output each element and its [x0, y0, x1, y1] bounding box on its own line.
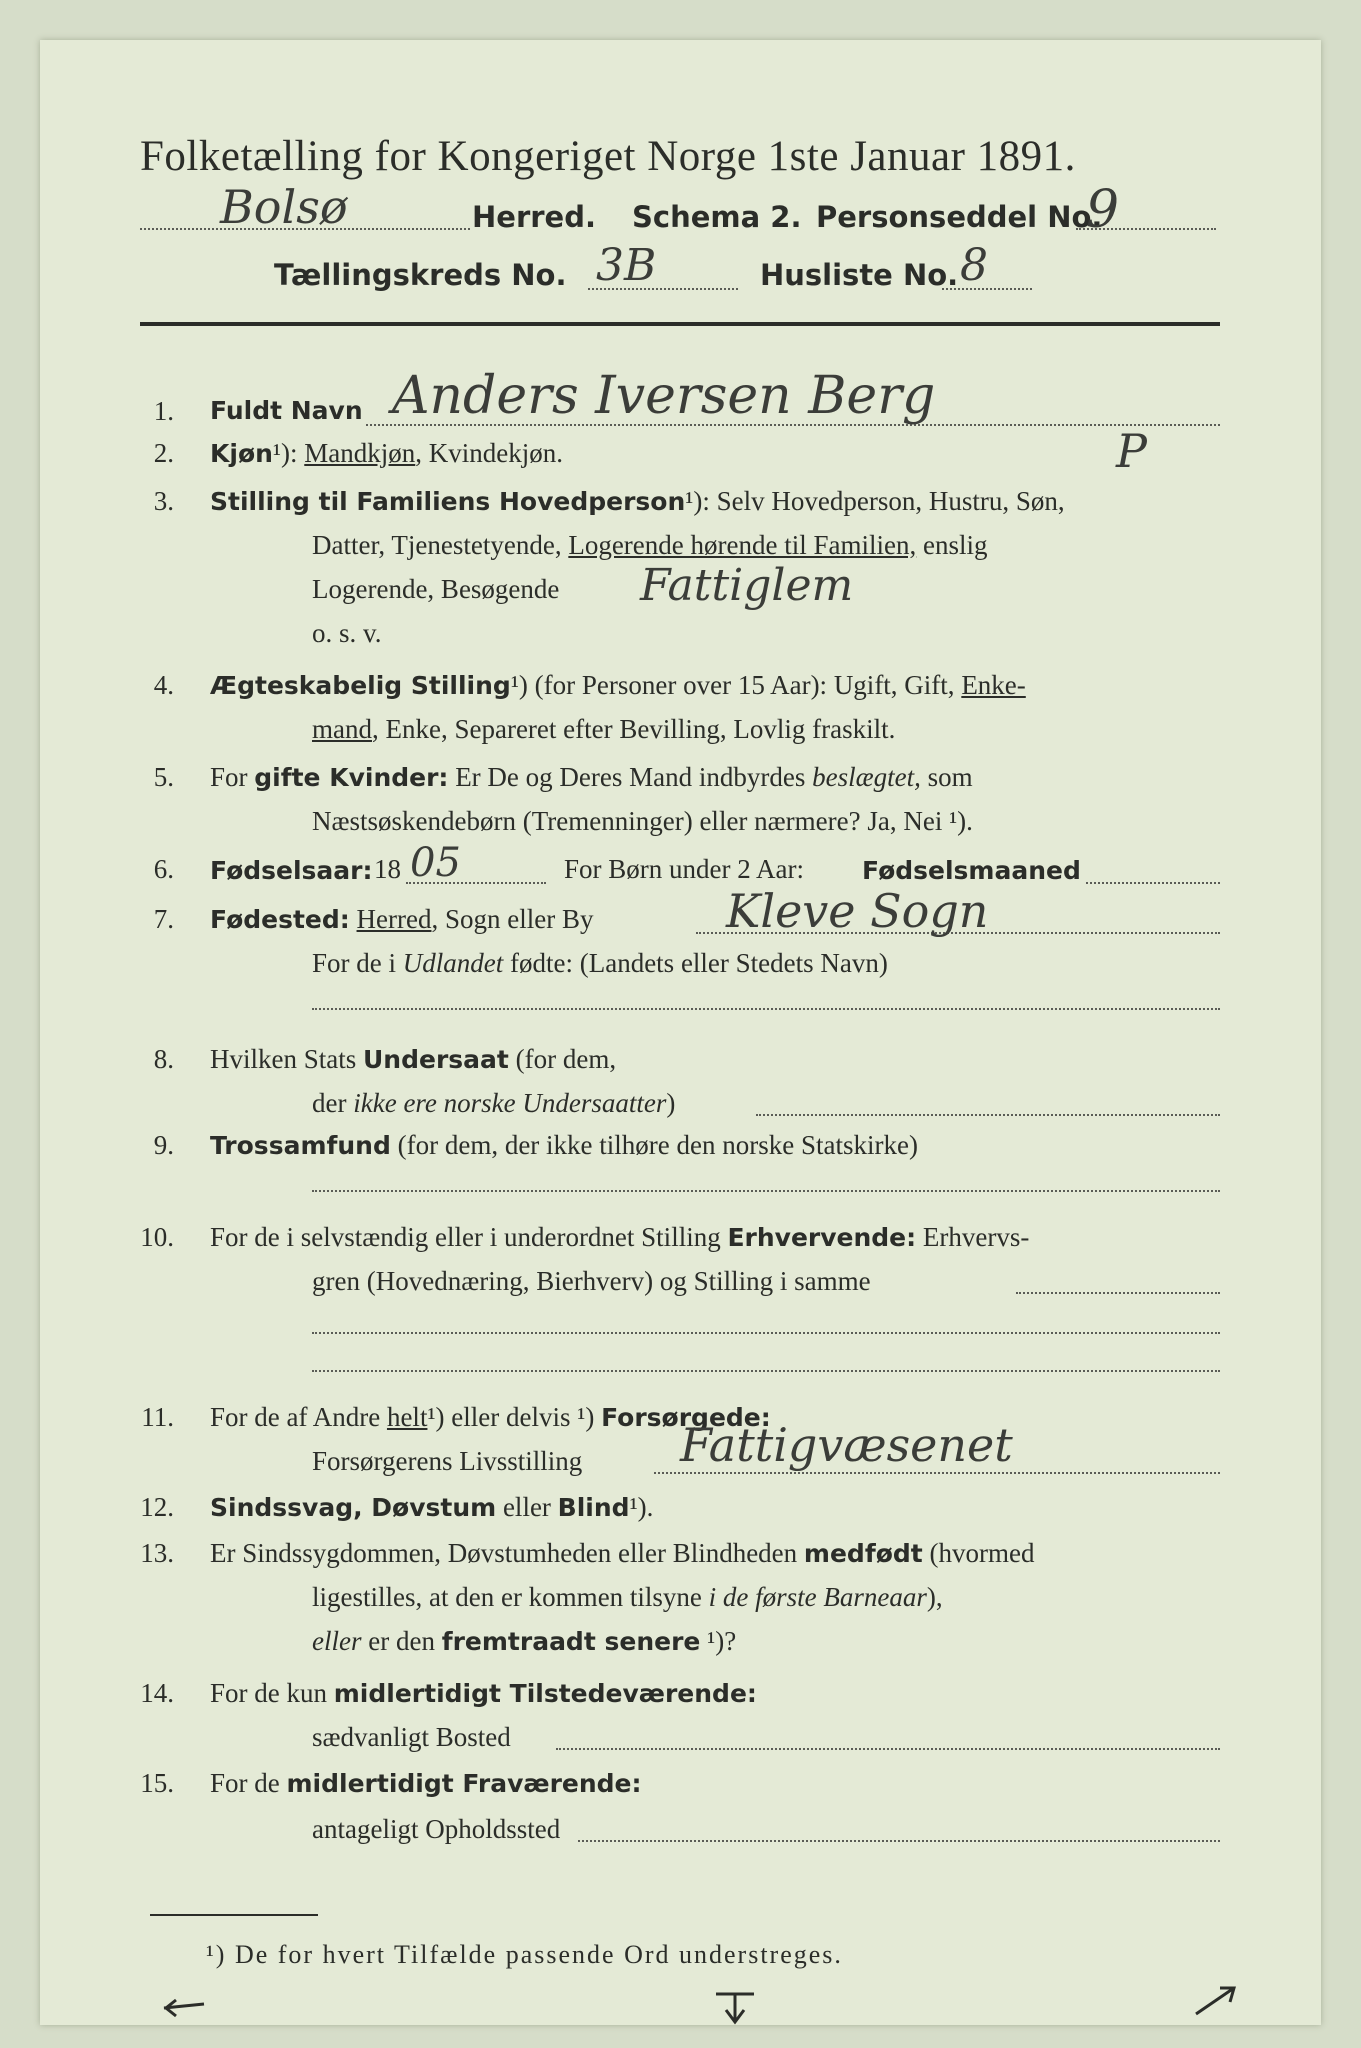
q6-month-dotted-line: [1086, 882, 1220, 884]
q7-line2-italic: Udlandet: [402, 948, 504, 978]
q10-dotted-line-3: [312, 1370, 1220, 1372]
q14-line1: [210, 1678, 757, 1709]
q13-line2-a: ligestilles, at den er kommen tilsyne: [312, 1582, 702, 1612]
q4-number: 4.: [153, 670, 174, 700]
q3-line2: [312, 530, 987, 561]
q13-line3-italic: eller: [312, 1626, 362, 1656]
right-alignment-mark-icon: [1190, 1980, 1240, 2020]
q13-number: 13.: [140, 1538, 174, 1568]
q8-line1: [210, 1044, 616, 1075]
q5-a: For: [210, 762, 248, 792]
q8-number: 8.: [153, 1044, 174, 1074]
q13-b: (hvormed: [929, 1538, 1035, 1568]
herred-label: Herred.: [472, 200, 596, 234]
q9-dotted-line: [312, 1190, 1220, 1192]
q5-line2: Næstsøskendebørn (Tremenninger) eller nærmere? Ja, Nei ¹).: [312, 806, 973, 836]
q7-line2: [312, 948, 888, 979]
q3-line2-a: Datter, Tjenestetyende,: [312, 530, 562, 560]
q8-line2-b: ): [666, 1088, 676, 1118]
q5-number: 5.: [153, 762, 174, 792]
q2-line: [210, 438, 563, 469]
q13-label: medfødt: [803, 1539, 923, 1568]
q15-number: 15.: [140, 1768, 174, 1798]
footnote-rule: [150, 1914, 318, 1916]
q12-b: ¹).: [629, 1492, 654, 1522]
q8-line2-a: der: [312, 1088, 347, 1118]
q15-dotted-line: [578, 1840, 1220, 1842]
q10-number: 10.: [140, 1222, 174, 1252]
center-alignment-mark-icon: [710, 1988, 760, 2028]
q7-line2-a: For de i: [312, 948, 396, 978]
q4-line1-rest: ¹) (for Personer over 15 Aar): Ugift, Gift,: [510, 670, 955, 700]
q7-line2-b: fødte: (Landets eller Stedets Navn): [510, 948, 888, 978]
q3-line1-rest: ¹): Selv Hovedperson, Hustru, Søn,: [685, 486, 1065, 516]
q8-line2-italic: ikke ere norske Undersaatter: [353, 1088, 667, 1118]
q3-label: Stilling til Familiens Hovedperson: [210, 487, 686, 516]
q2-handwritten-mark: P: [1116, 424, 1147, 478]
q4-line1: [210, 670, 1026, 701]
q10-label: Erhvervende:: [727, 1223, 917, 1252]
q14-dotted-line: [556, 1748, 1220, 1750]
q6-prefix: 18: [374, 854, 401, 884]
q6-label: Fødselsaar:: [210, 856, 373, 885]
q13-line2-b: ),: [926, 1582, 943, 1612]
q5-line1-rest: Er De og Deres Mand indbyrdes: [455, 762, 806, 792]
q13-line3-a: er den: [368, 1626, 435, 1656]
q7-rest: , Sogn eller By: [431, 904, 594, 934]
q1-label: Fuldt Navn: [210, 396, 363, 425]
husliste-label: Husliste No.: [760, 258, 959, 292]
q3-line2-underlined: Logerende hørende til Familien,: [568, 530, 917, 560]
q10-dotted-line-1: [1016, 1292, 1220, 1294]
q6-mid: For Børn under 2 Aar:: [564, 854, 804, 884]
q13-line2-italic: i de første Barneaar: [708, 1582, 927, 1612]
q7-herred: Herred: [356, 904, 432, 934]
q15-a: For de: [210, 1768, 280, 1798]
q13-a: Er Sindssygdommen, Døvstumheden eller Blindheden: [210, 1538, 798, 1568]
census-form-sheet: [40, 40, 1321, 2025]
q4-enke-part2: mand: [312, 714, 372, 744]
q13-line1: [210, 1538, 1034, 1569]
q15-label: midlertidigt Fraværende:: [286, 1769, 642, 1798]
q8-b: (for dem,: [515, 1044, 617, 1074]
q11-dotted-line: [654, 1472, 1220, 1474]
q14-line2: sædvanligt Bosted: [312, 1722, 511, 1752]
q7-label: Fødested:: [210, 905, 350, 934]
q1-answer: Anders Iversen Berg: [392, 366, 936, 426]
q12-number: 12.: [140, 1492, 174, 1522]
q8-label: Undersaat: [363, 1045, 509, 1074]
q11-label: Forsørgede:: [601, 1403, 771, 1432]
q10-a: For de i selvstændig eller i underordnet Stilling: [210, 1222, 721, 1252]
q11-a: For de af Andre: [210, 1402, 381, 1432]
herred-value: Bolsø: [220, 180, 348, 234]
q13-line3: [312, 1626, 736, 1657]
q4-line2-rest: , Enke, Separeret efter Bevilling, Lovlig fraskilt.: [372, 714, 896, 744]
q11-b: ¹) eller delvis ¹): [427, 1402, 595, 1432]
q5-end: som: [927, 762, 973, 792]
q8-line2: [312, 1088, 675, 1119]
form-title: Folketælling for Kongeriget Norge 1ste Januar 1891.: [140, 133, 1076, 180]
q4-label: Ægteskabelig Stilling: [210, 671, 511, 700]
q2-number: 2.: [153, 438, 174, 468]
q2-label: Kjøn: [210, 439, 273, 468]
q4-enke-part1: Enke-: [961, 670, 1026, 700]
q3-line1: [210, 486, 1065, 517]
q6-number: 6.: [153, 854, 174, 884]
q15-line1: [210, 1768, 642, 1799]
q12-label2: Blind: [557, 1493, 630, 1522]
kreds-label: Tællingskreds No.: [274, 258, 567, 292]
q2-option-mandkjon: Mandkjøn: [304, 438, 416, 468]
q9-number: 9.: [153, 1130, 174, 1160]
q3-line2-b: enslig: [922, 530, 988, 560]
q11-number: 11.: [141, 1402, 174, 1432]
q2-option-rest: , Kvindekjøn.: [415, 438, 564, 468]
q15-line2: antageligt Opholdssted: [312, 1814, 561, 1844]
q7-answer: Kleve Sogn: [726, 884, 989, 938]
q5-line1: [210, 762, 973, 793]
q6-label2: Fødselsmaaned: [862, 856, 1081, 885]
q9-line1: [210, 1130, 918, 1161]
left-alignment-mark-icon: [160, 1992, 210, 2022]
q8-a: Hvilken Stats: [210, 1044, 357, 1074]
q14-label: midlertidigt Tilstedeværende:: [333, 1679, 757, 1708]
q1-number: 1.: [153, 396, 174, 426]
header-rule: [140, 322, 1220, 326]
q13-line2: [312, 1582, 943, 1613]
q11-answer: Fattigvæsenet: [680, 1418, 1013, 1472]
q5-italic: beslægtet,: [812, 762, 921, 792]
q8-dotted-line: [756, 1114, 1220, 1116]
q13-line3-label: fremtraadt senere: [441, 1627, 701, 1656]
footnote-text: ¹) De for hvert Tilfælde passende Ord understreges.: [206, 1940, 843, 1969]
q13-line3-b: ¹)?: [707, 1626, 737, 1656]
q3-line3: Logerende, Besøgende: [312, 574, 560, 604]
q6-answer: 05: [410, 840, 461, 886]
q5-label: gifte Kvinder:: [254, 763, 449, 792]
personseddel-value: 9: [1086, 180, 1120, 240]
q10-dotted-line-2: [312, 1332, 1220, 1334]
q10-b: Erhvervs-: [922, 1222, 1030, 1252]
q7-line1: [210, 904, 593, 935]
q9-label: Trossamfund: [210, 1131, 391, 1160]
q4-line2: [312, 714, 895, 745]
q10-line1: [210, 1222, 1029, 1253]
q14-number: 14.: [140, 1678, 174, 1708]
husliste-value: 8: [960, 240, 988, 291]
q12-label: Sindssvag, Døvstum: [210, 1493, 497, 1522]
q11-line2: Forsørgerens Livsstilling: [312, 1446, 583, 1476]
q3-line4: o. s. v.: [312, 618, 382, 648]
kreds-value: 3B: [596, 240, 657, 291]
q14-a: For de kun: [210, 1678, 327, 1708]
q2-footnote-mark: ¹):: [272, 438, 298, 468]
q3-answer: Fattiglem: [640, 560, 854, 611]
schema-label: Schema 2.: [632, 200, 802, 234]
q3-number: 3.: [153, 486, 174, 516]
personseddel-label: Personseddel No.: [816, 200, 1103, 234]
q7-number: 7.: [153, 904, 174, 934]
q9-rest: (for dem, der ikke tilhøre den norske Statskirke): [397, 1130, 918, 1160]
q11-helt: helt: [386, 1402, 428, 1432]
q12-line1: [210, 1492, 653, 1523]
q10-line2: gren (Hovednæring, Bierhverv) og Stilling i samme: [312, 1266, 871, 1296]
q7-second-dotted-line: [312, 1008, 1220, 1010]
q12-a: eller: [502, 1492, 551, 1522]
